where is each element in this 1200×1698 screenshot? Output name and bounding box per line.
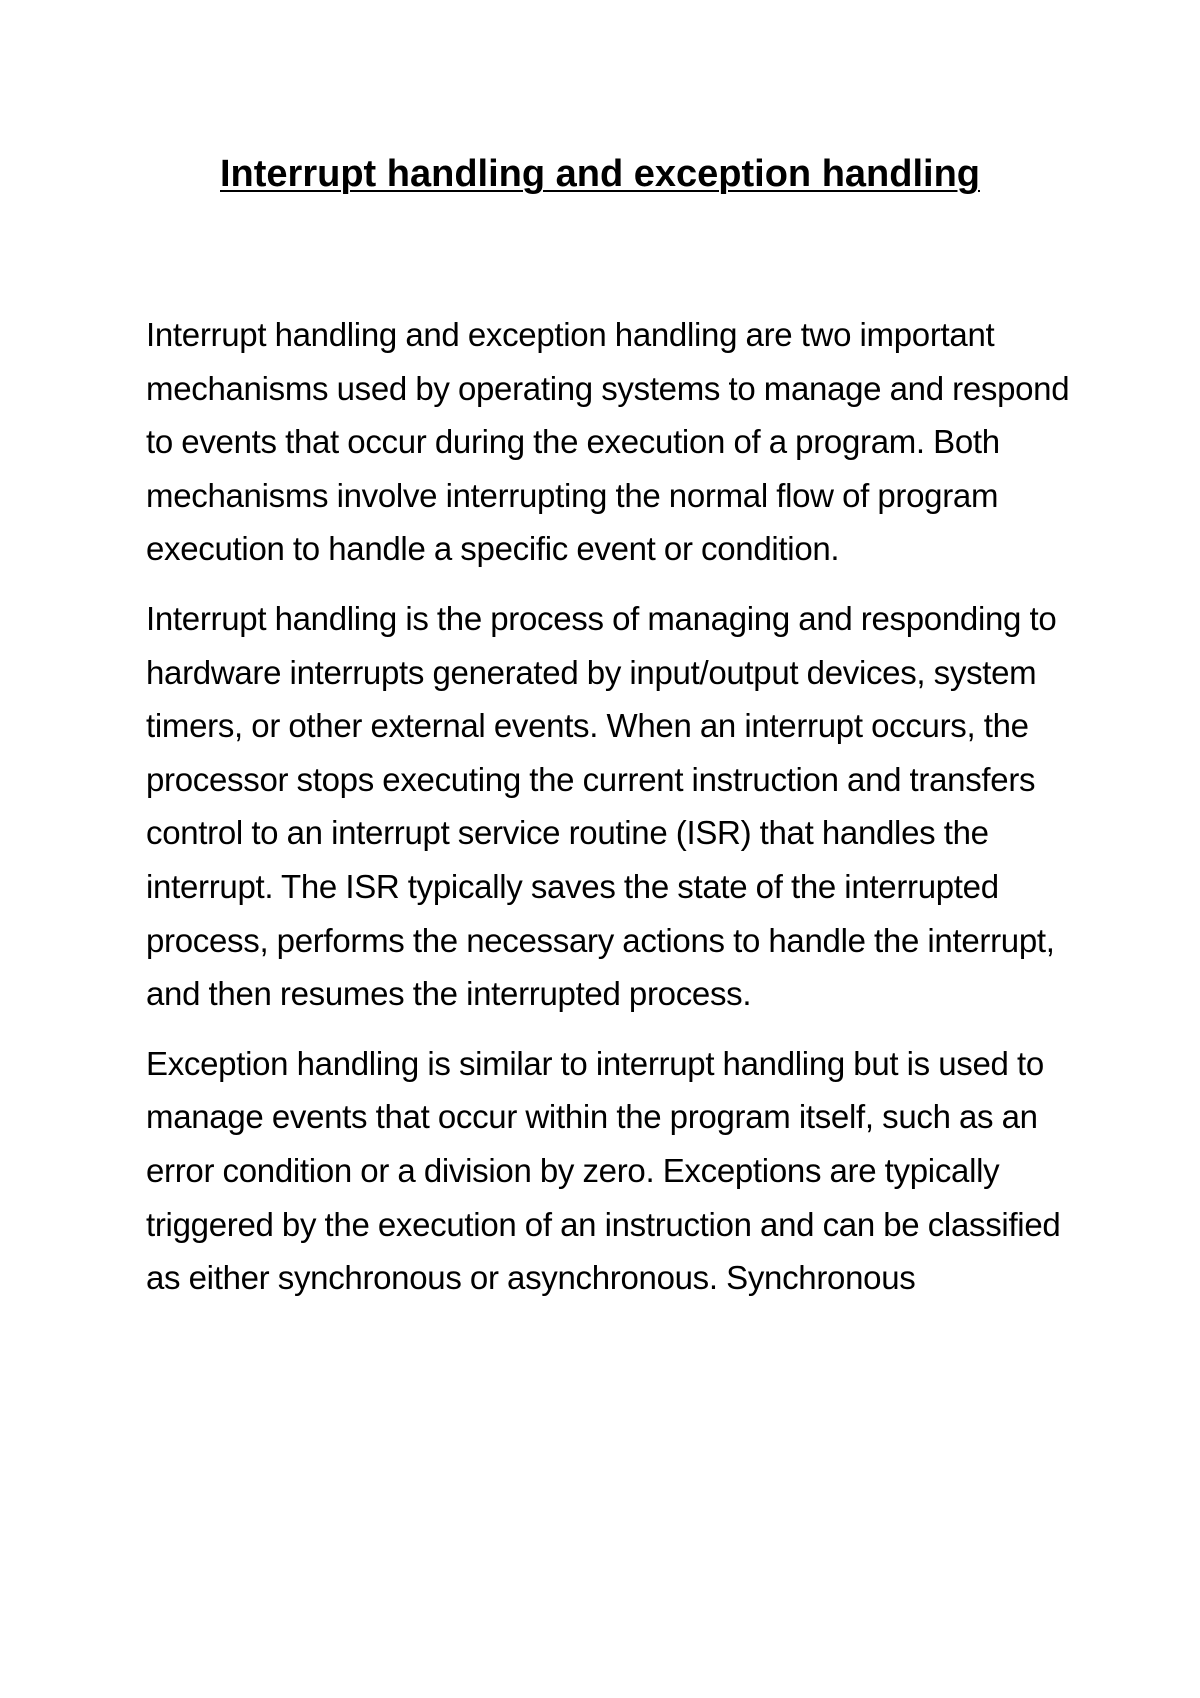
- document-title: Interrupt handling and exception handling: [220, 153, 980, 195]
- paragraph-intro: Interrupt handling and exception handling are two important mechanisms used by operating systems to manage and respond to events that occur during the execution of a program. Both mechanisms involve interrupting the normal flow of program execution to handle a specific event or condition.: [146, 316, 1070, 568]
- paragraph-exception-handling: Exception handling is similar to interrupt handling but is used to manage events that occur within the program itself, such as an error condition or a division by zero. Exceptions are typically triggered by the execution of an instruction and can be classified as either synchronous or asynchronous. Synchronous: [146, 1044, 1061, 1297]
- paragraph-interrupt-handling: Interrupt handling is the process of managing and responding to hardware interrupts generated by input/output devices, system timers, or other external events. When an interrupt occurs, the processor stops executing the current instruction and transfers control to an interrupt service routine (ISR) that handles the interrupt. The ISR typically saves the state of the interrupted process, performs the necessary actions to handle the interrupt, and then resumes the interrupted process.: [146, 599, 1057, 1013]
- document-body: [146, 308, 1076, 1321]
